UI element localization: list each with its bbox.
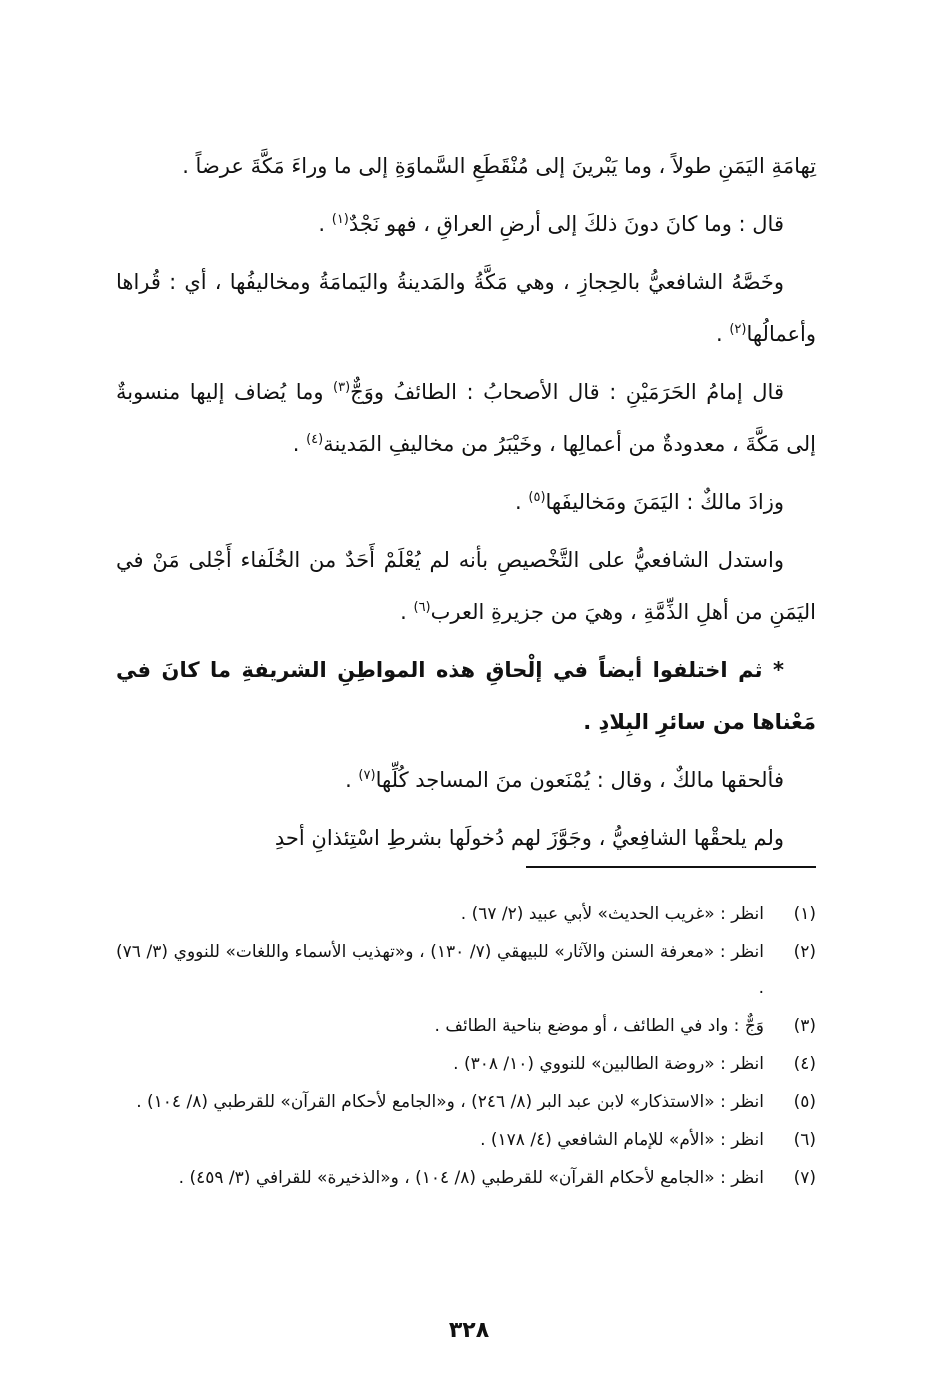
- footnote-6: [116, 1122, 816, 1158]
- footnote-number: (٦): [793, 1130, 816, 1150]
- paragraph-tail: .: [715, 322, 730, 346]
- paragraph-text: وزادَ مالكٌ : اليَمَنَ ومَخاليفَها: [545, 490, 784, 514]
- footnote-marker[interactable]: (٥): [528, 490, 546, 505]
- footnote-marker[interactable]: (٦): [413, 600, 431, 615]
- footnote-1: [116, 896, 816, 932]
- footnote-marker[interactable]: (٧): [358, 768, 376, 783]
- footnote-number: (١): [793, 904, 816, 924]
- footnote-5: [116, 1084, 816, 1120]
- paragraph-tail: .: [292, 432, 307, 456]
- paragraph-8: [116, 754, 816, 806]
- footnotes: [116, 896, 816, 1198]
- paragraph-tail: وما يُضاف إليها منسوبةٌ إلى مَكَّةَ ، معدودةٌ من أعمالِها ، وخَيْبَرُ من مخاليفِ المَدينة: [116, 380, 816, 456]
- paragraph-1: [116, 140, 816, 192]
- footnote-marker[interactable]: (٣): [333, 380, 351, 395]
- footnote-marker[interactable]: (٤): [306, 432, 324, 447]
- paragraph-9: [116, 812, 816, 864]
- footnote-2: [116, 934, 816, 1006]
- paragraph-3: [116, 256, 816, 360]
- footnote-text: انظر : «الأم» للإمام الشافعي (٤/ ١٧٨) .: [480, 1130, 764, 1150]
- paragraph-text: ولم يلحقْها الشافِعيُّ ، وجَوَّزَ لهم دُخولَها بشرطِ اسْتِئذانِ أحدِ: [274, 826, 784, 850]
- main-text: [116, 140, 816, 870]
- footnote-text: انظر : «الاستذكار» لابن عبد البر (٨/ ٢٤٦) ، و«الجامع لأحكام القرآن» للقرطبي (٨/ ١٠٤) .: [136, 1092, 764, 1112]
- footnote-7: [116, 1160, 816, 1196]
- footnote-text: انظر : «الجامع لأحكام القرآن» للقرطبي (٨/ ١٠٤) ، و«الذخيرة» للقرافي (٣/ ٤٥٩) .: [178, 1168, 764, 1188]
- paragraph-tail: .: [400, 600, 414, 624]
- footnote-text: انظر : «معرفة السنن والآثار» للبيهقي (٧/ ١٣٠) ، و«تهذيب الأسماء واللغات» للنووي (٣/ ٧٦) .: [116, 942, 764, 998]
- paragraph-tail: .: [345, 768, 359, 792]
- footnote-number: (٥): [793, 1092, 816, 1112]
- paragraph-2: [116, 198, 816, 250]
- footnote-text: وَجٌّ : واد في الطائف ، أو موضع بناحية الطائف .: [434, 1016, 764, 1036]
- footnote-marker[interactable]: (٢): [729, 322, 747, 337]
- paragraph-6: [116, 534, 816, 638]
- paragraph-text: قال : وما كانَ دونَ ذلكَ إلى أرضِ العراقِ ، فهو نَجْدٌ: [348, 212, 784, 236]
- paragraph-4: [116, 366, 816, 470]
- footnote-text: انظر : «روضة الطالبين» للنووي (١٠/ ٣٠٨) .: [453, 1054, 764, 1074]
- footnote-number: (٤): [793, 1054, 816, 1074]
- paragraph-text: قال إمامُ الحَرَمَيْنِ : قال الأصحابُ : الطائفُ ووَجٌّ: [350, 380, 784, 404]
- paragraph-7-heading: [116, 644, 816, 748]
- paragraph-tail: .: [515, 490, 529, 514]
- footnote-number: (٣): [793, 1016, 816, 1036]
- paragraph-tail: .: [318, 212, 332, 236]
- footnote-3: [116, 1008, 816, 1044]
- paragraph-text: * ثم اختلفوا أيضاً في إلْحاقِ هذه المواطِنِ الشريفةِ ما كانَ في مَعْناها من سائرِ البِلادِ .: [116, 658, 816, 734]
- paragraph-text: وخَصَّهُ الشافعيُّ بالحِجازِ ، وهي مَكَّةُ والمَدينةُ واليَمامَةُ ومخاليفُها ، أي : قُراها وأعمالُها: [116, 270, 816, 346]
- footnote-number: (٧): [793, 1168, 816, 1188]
- paragraph-text: واستدل الشافعيُّ على التَّخْصيصِ بأنه لم يُعْلَمْ أَحَدٌ من الخُلَفاء أَجْلى مَنْ في اليَمَنِ من أهلِ الذِّمَّةِ ، وهيَ من جزيرةِ العرب: [116, 548, 816, 624]
- footnote-marker[interactable]: (١): [331, 212, 349, 227]
- paragraph-text: تِهامَةِ اليَمَنِ طولاً ، وما يَبْرينَ إلى مُنْقَطَعِ السَّماوَةِ إلى ما وراءَ مَكَّةَ عرضاً .: [182, 154, 816, 178]
- paragraph-5: [116, 476, 816, 528]
- paragraph-text: فألحقها مالكٌ ، وقال : يُمْنَعون منَ المساجد كُلِّها: [375, 768, 784, 792]
- footnote-4: [116, 1046, 816, 1082]
- footnote-separator: [526, 866, 816, 868]
- page-number: ٣٢٨: [448, 1318, 490, 1343]
- footnote-number: (٢): [793, 942, 816, 962]
- footnote-text: انظر : «غريب الحديث» لأبي عبيد (٢/ ٦٧) .: [460, 904, 764, 924]
